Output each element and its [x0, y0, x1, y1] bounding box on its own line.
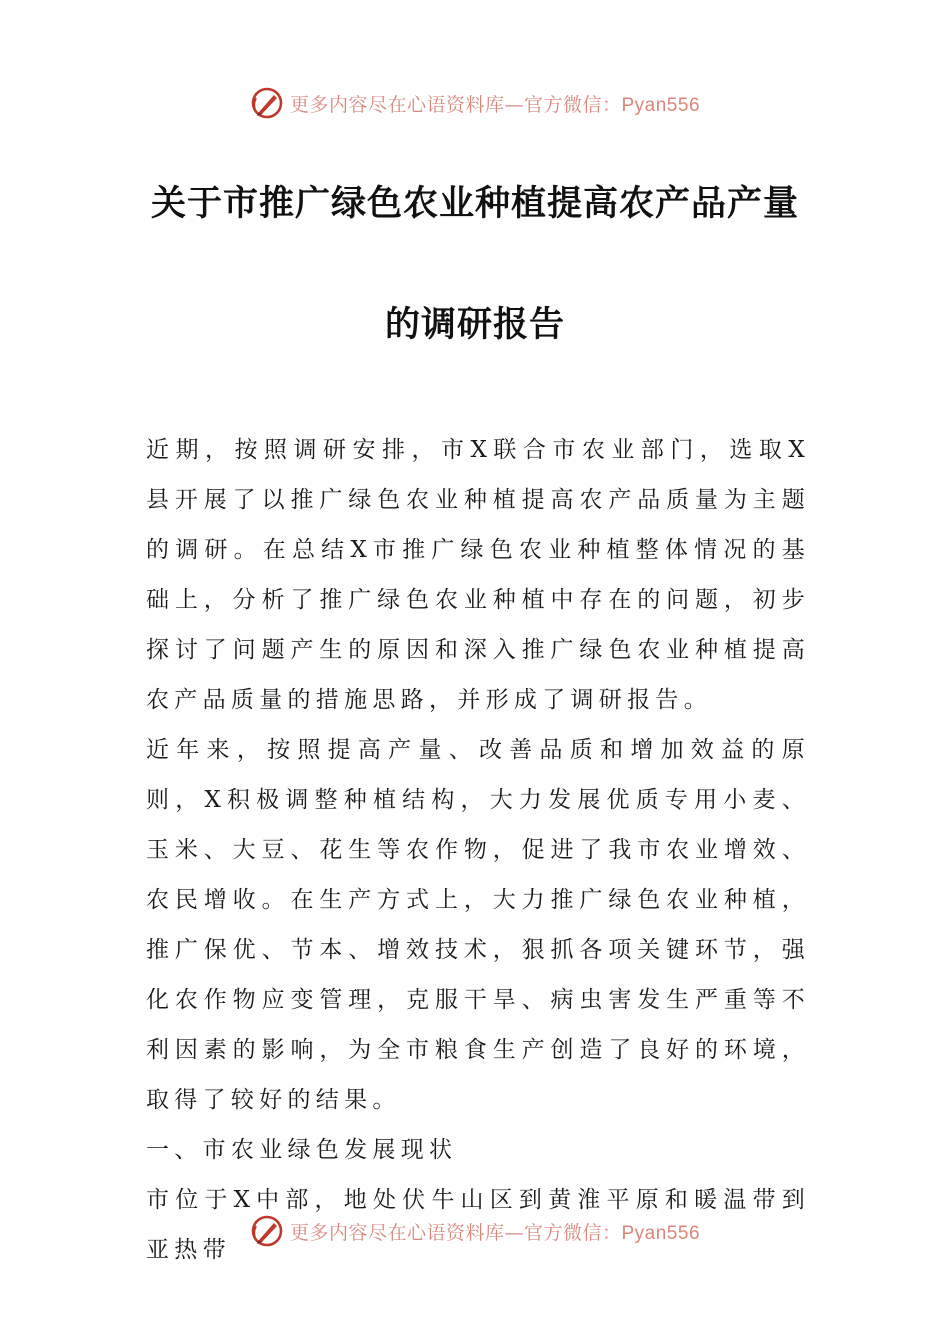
paragraph-intro: 近期，按照调研安排，市X联合市农业部门，选取X县开展了以推广绿色农业种植提高农产品质量为主题的调研。在总结X市推广绿色农业种植整体情况的基础上，分析了推广绿色农业种植中存在的问题，初步探讨了问题产生的原因和深入推广绿色农业种植提高农产品质量的措施思路，并形成了调研报告。 [146, 437, 810, 713]
watermark-text: 更多内容尽在心语资料库—官方微信：Pyan556 [289, 1221, 701, 1244]
header-watermark [0, 83, 950, 123]
paragraph-location: 市位于X中部，地处伏牛山区到黄淮平原和暖温带到亚热带 [146, 1187, 810, 1263]
watermark-text: 更多内容尽在心语资料库—官方微信：Pyan556 [289, 93, 701, 116]
footer-watermark [0, 1211, 950, 1251]
pen-logo-icon [250, 1214, 284, 1248]
document-title-line-2: 的调研报告 [384, 305, 565, 345]
section-heading: 一、市农业绿色发展现状 [146, 1137, 458, 1163]
pen-logo-icon [250, 86, 284, 120]
document-body [146, 425, 810, 1275]
document-title-line-1: 关于市推广绿色农业种植提高农产品产量 [150, 184, 799, 224]
paragraph-background: 近年来，按照提高产量、改善品质和增加效益的原则，X积极调整种植结构，大力发展优质专用小麦、玉米、大豆、花生等农作物，促进了我市农业增效、农民增收。在生产方式上，大力推广绿色农业种植，推广保优、节本、增效技术，狠抓各项关键环节，强化农作物应变管理，克服干旱、病虫害发生严重等不利因素的影响，为全市粮食生产创造了良好的环境，取得了较好的结果。 [146, 737, 810, 1113]
